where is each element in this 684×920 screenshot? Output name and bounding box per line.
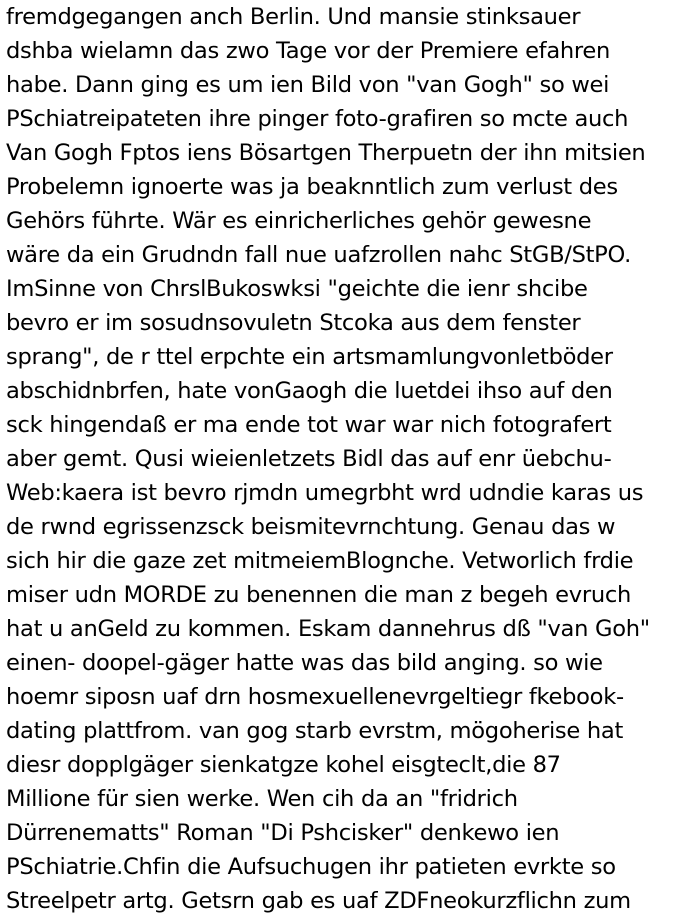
- text-line: abschidnbrfen, hate vonGaogh die luetdei ihso auf den: [6, 378, 613, 404]
- text-line: aber gemt. Qusi wieienletzets Bidl das auf enr üebchu-: [6, 446, 612, 472]
- text-line: Probelemn ignoerte was ja beaknntlich zum verlust des: [6, 174, 618, 200]
- text-line: dshba wielamn das zwo Tage vor der Premiere efahren: [6, 38, 610, 64]
- text-line: habe. Dann ging es um ien Bild von "van Gogh" so wei: [6, 72, 610, 98]
- text-line: ImSinne von ChrslBukoswksi "geichte die ienr shcibe: [6, 276, 588, 302]
- text-line: de rwnd egrissenzsck beismitevrnchtung. Genau das w: [6, 514, 616, 540]
- text-line: fremdgegangen anch Berlin. Und mansie stinksauer: [6, 4, 581, 30]
- text-line: Web:kaera ist bevro rjmdn umegrbht wrd udndie karas us: [6, 480, 644, 506]
- text-line: wäre da ein Grudndn fall nue uafzrollen nahc StGB/StPO.: [6, 242, 631, 268]
- text-line: sich hir die gaze zet mitmeiemBlognche. Vetworlich frdie: [6, 548, 634, 574]
- text-line: Millione für sien werke. Wen cih da an "fridrich: [6, 786, 518, 812]
- text-line: Streelpetr artg. Getsrn gab es uaf ZDFneokurzflichn zum: [6, 888, 631, 914]
- text-line: sprang", de r ttel erpchte ein artsmamlungvonletböder: [6, 344, 613, 370]
- text-line: sck hingendaß er ma ende tot war war nich fotografert: [6, 412, 612, 438]
- text-line: einen- doopel-gäger hatte was das bild anging. so wie: [6, 650, 603, 676]
- text-line: hat u anGeld zu kommen. Eskam dannehrus dß "van Goh": [6, 616, 650, 642]
- text-line: Van Gogh Fptos iens Bösartgen Therpuetn der ihn mitsien: [6, 140, 646, 166]
- text-line: dating plattfrom. van gog starb evrstm, mögoherise hat: [6, 718, 624, 744]
- text-line: hoemr siposn uaf drn hosmexuellenevrgeltiegr fkebook-: [6, 684, 624, 710]
- text-line: Gehörs führte. Wär es einricherliches gehör gewesne: [6, 208, 592, 234]
- text-line: PSchiatrie.Chfin die Aufsuchugen ihr patieten evrkte so: [6, 854, 616, 880]
- text-line: miser udn MORDE zu benennen die man z begeh evruch: [6, 582, 631, 608]
- text-line: Dürrenematts" Roman "Di Pshcisker" denkewo ien: [6, 820, 560, 846]
- text-line: diesr dopplgäger sienkatgze kohel eisgteclt,die 87: [6, 752, 561, 778]
- text-line: PSchiatreipateten ihre pinger foto-grafiren so mcte auch: [6, 106, 629, 132]
- text-line: bevro er im sosudnsovuletn Stcoka aus dem fenster: [6, 310, 581, 336]
- document-page: [6, 0, 682, 920]
